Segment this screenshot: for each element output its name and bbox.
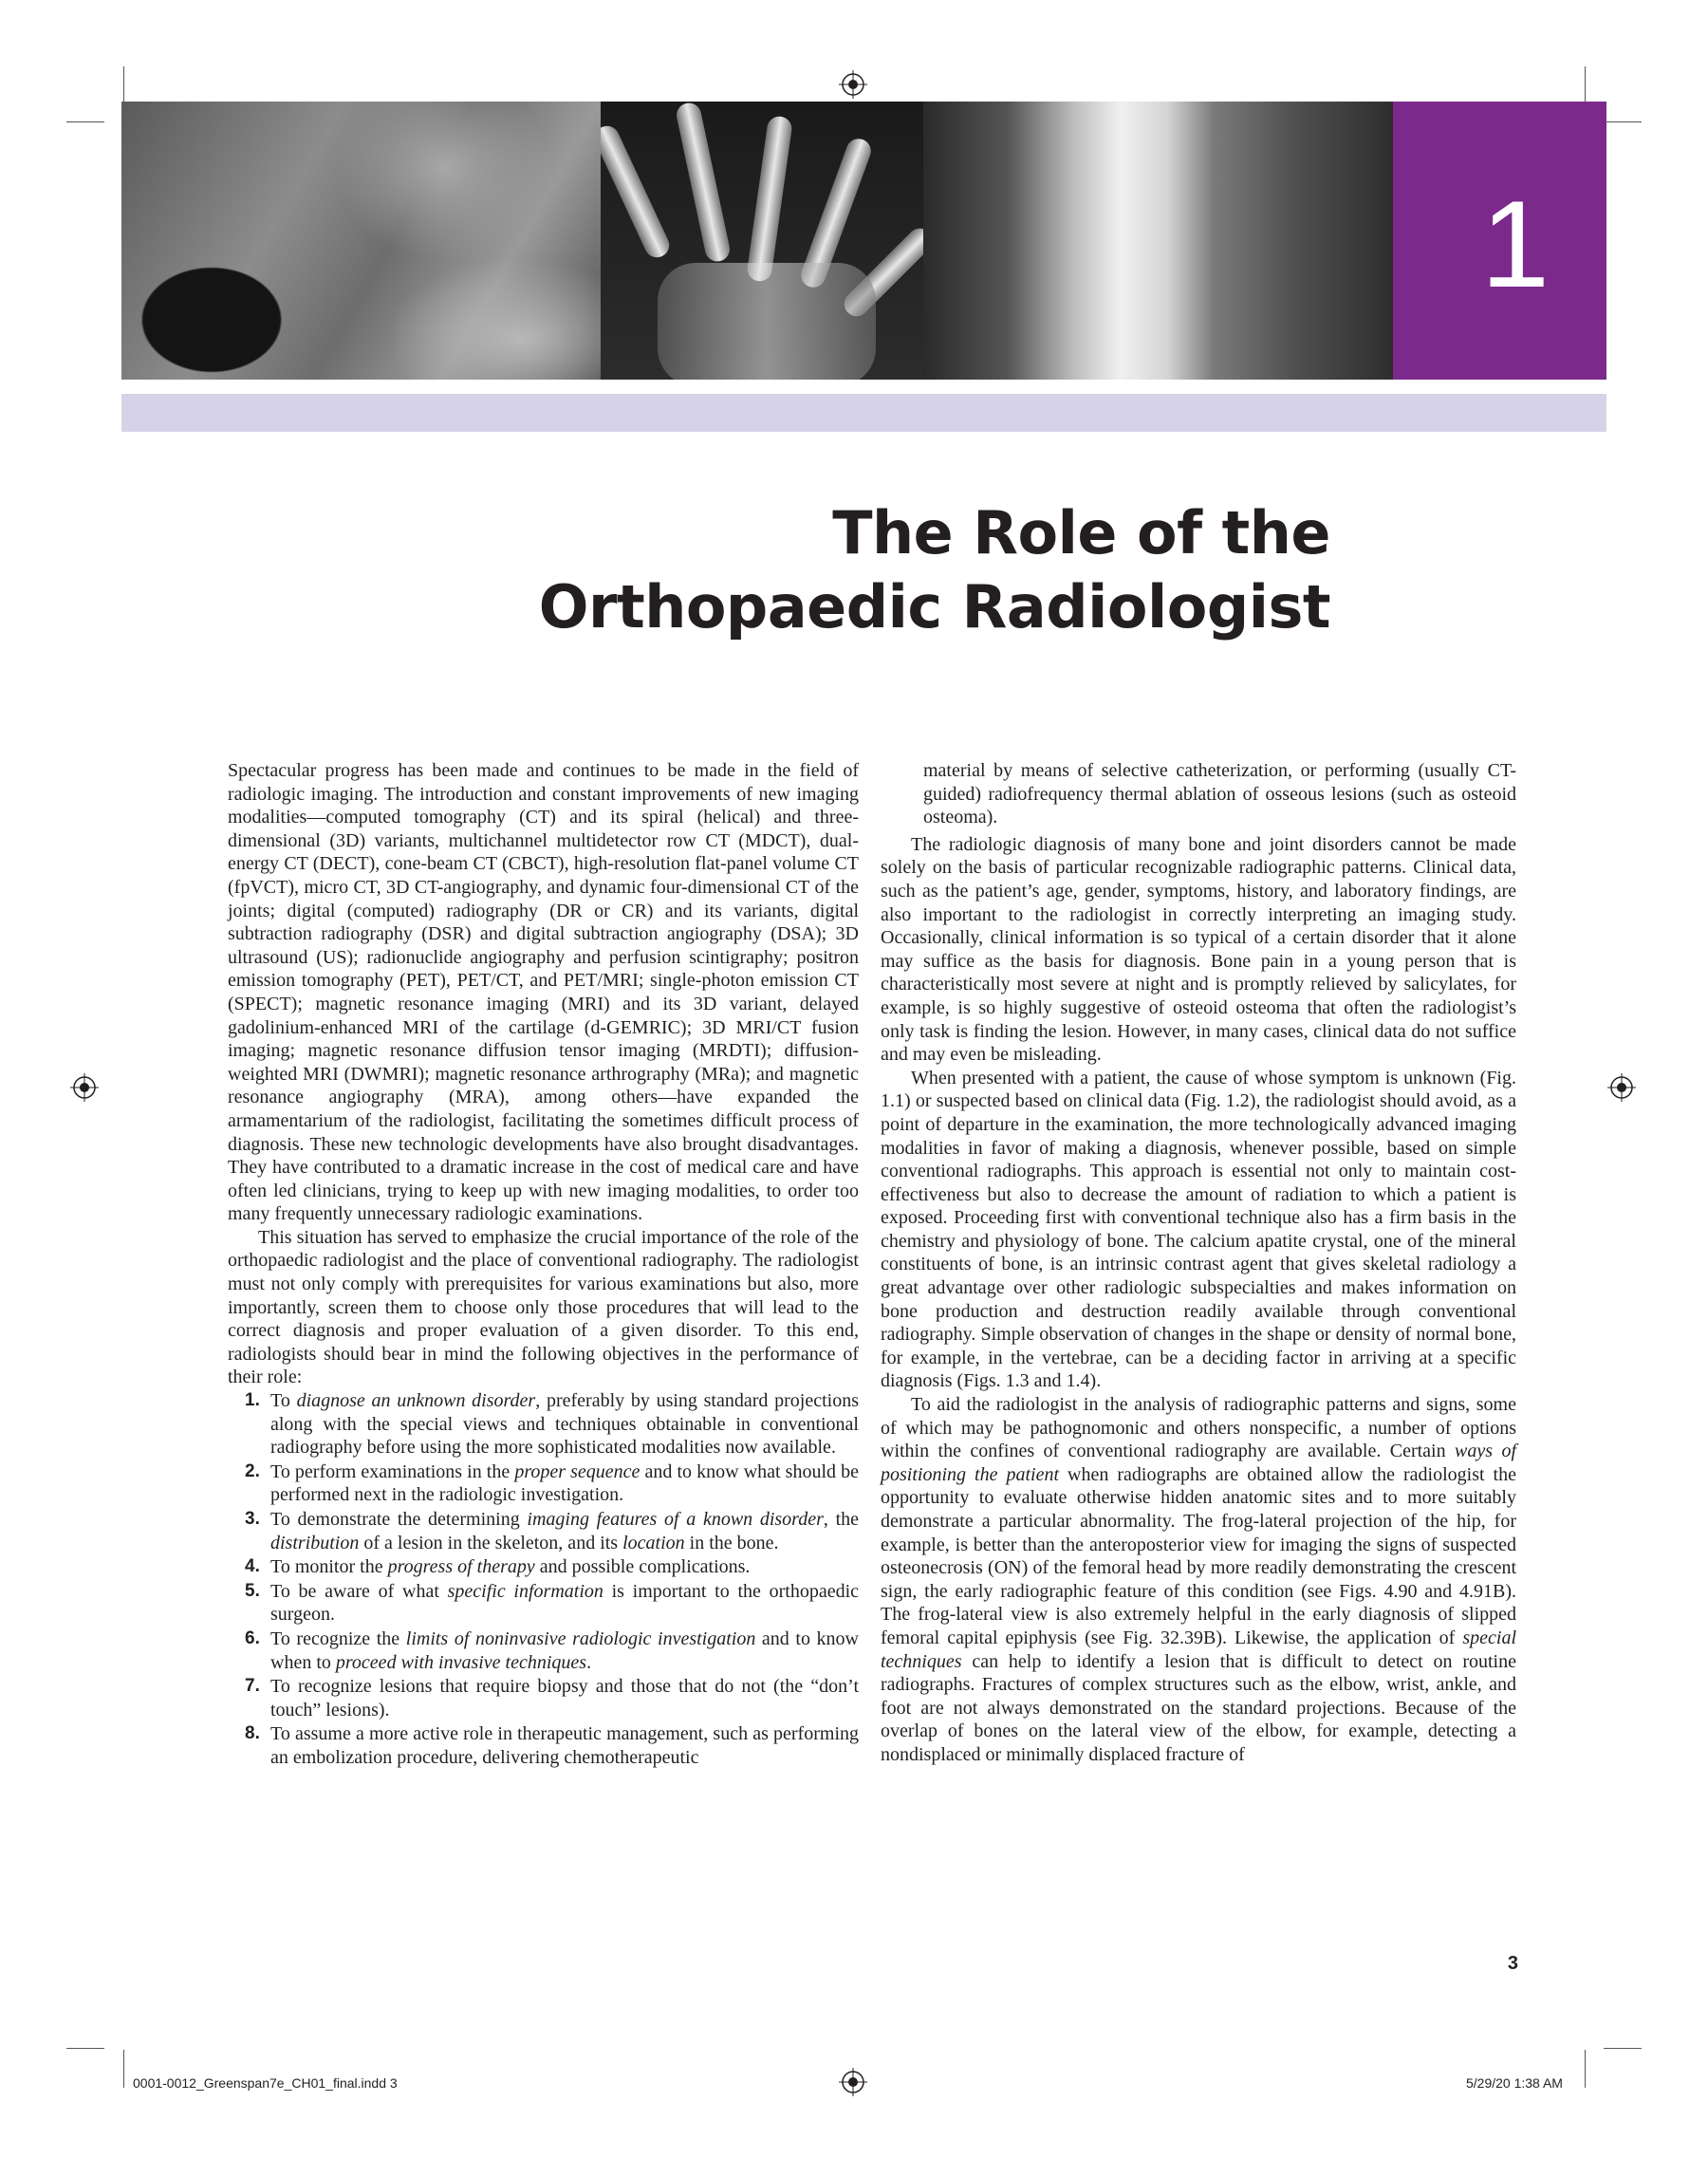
print-slug-filename: 0001-0012_Greenspan7e_CH01_final.indd 3 xyxy=(133,2075,398,2091)
list-item-number: 7. xyxy=(245,1676,260,1697)
chapter-title xyxy=(381,496,1330,644)
registration-mark-icon xyxy=(70,1073,99,1102)
list-item-text: To be aware of what xyxy=(270,1580,448,1602)
body-column-right xyxy=(881,759,1516,1767)
chapter-number-box xyxy=(1393,102,1606,380)
paragraph-emphasis: ways of positioning the patient xyxy=(881,1441,1516,1485)
xray-image-long-bone xyxy=(923,102,1393,380)
list-item-emphasis: distribution xyxy=(270,1532,360,1553)
list-item-text: To monitor the xyxy=(270,1556,388,1578)
list-item-emphasis: limits of noninvasive radiologic investigation xyxy=(405,1627,756,1649)
list-item xyxy=(228,1460,859,1507)
body-column-left xyxy=(228,759,859,1771)
list-item xyxy=(228,1675,859,1721)
list-item-emphasis: progress of therapy xyxy=(387,1556,535,1578)
list-item xyxy=(228,1508,859,1554)
paragraph-emphasis: special techniques xyxy=(881,1627,1516,1672)
list-item-text: and possible complications. xyxy=(534,1556,751,1578)
list-item-continuation: material by means of selective catheterization, or performing (usually CT-guided) radiofrequency thermal ablation of osseous lesions (such as osteoid osteoma). xyxy=(923,760,1516,828)
chapter-banner xyxy=(121,102,1606,380)
objectives-list xyxy=(228,1389,859,1770)
crop-mark xyxy=(66,121,104,122)
xray-finger-bone xyxy=(601,122,673,262)
paragraph-text: To aid the radiologist in the analysis of radiographic patterns and signs, some of which may be pathognomonic and others nonspecific, a number of options within the confines of conventional radiography are available. Certain xyxy=(881,1394,1516,1462)
crop-mark xyxy=(123,2050,124,2088)
crop-mark xyxy=(1604,2048,1642,2049)
list-item xyxy=(228,1389,859,1460)
paragraph: This situation has served to emphasize the crucial importance of the role of the orthopaedic radiologist and the place of conventional radiography. The radiologist must not only comply with prerequisites for various examinations but also, more importantly, screen them to choose only those procedures that will lead to the correct diagnosis and proper evaluation of a given disorder. To this end, radiologists should bear in mind the following objectives in the performance of their role: xyxy=(228,1226,859,1388)
list-item-text: and to know what should be performed next in the radiologic investigation. xyxy=(270,1460,859,1506)
chapter-title-line-2: Orthopaedic Radiologist xyxy=(538,572,1330,642)
page-number: 3 xyxy=(1507,1953,1518,1974)
list-item-text: To recognize the xyxy=(270,1627,406,1649)
list-item xyxy=(228,1580,859,1627)
list-item-text: in the bone. xyxy=(684,1532,779,1553)
list-item-text: To assume a more active role in therapeutic management, such as performing an embolization procedure, delivering chemotherapeutic xyxy=(270,1723,859,1768)
list-item xyxy=(228,1555,859,1579)
paragraph xyxy=(881,1393,1516,1767)
xray-palm xyxy=(658,263,876,380)
list-item-emphasis: proper sequence xyxy=(514,1460,640,1482)
list-item-emphasis: location xyxy=(622,1532,685,1553)
chapter-title-line-1: The Role of the xyxy=(832,498,1330,567)
list-item-emphasis: diagnose an unknown disorder xyxy=(296,1390,536,1412)
crop-mark xyxy=(66,2048,104,2049)
list-item-text: , the xyxy=(823,1509,860,1530)
list-item xyxy=(228,1722,859,1769)
xray-image-hand xyxy=(601,102,923,380)
list-item xyxy=(228,1627,859,1674)
xray-image-pelvis xyxy=(121,102,601,380)
list-item-text: and to know when to xyxy=(270,1627,859,1673)
list-item-emphasis: specific information xyxy=(447,1580,603,1602)
xray-finger-bone xyxy=(746,115,793,283)
list-item-number: 1. xyxy=(245,1390,260,1411)
list-item-number: 5. xyxy=(245,1580,260,1601)
paragraph: Spectacular progress has been made and continues to be made in the field of radiologic imaging. The introduction and constant improvements of new imaging modalities—computed tomography (CT) and its spiral (helical) and three-dimensional (3D) variants, multichannel multidetector row CT (MDCT), dual-energy CT (DECT), cone-beam CT (CBCT), high-resolution flat-panel volume CT (fpVCT), micro CT, 3D CT-angiography, and dynamic four-dimensional CT of the joints; digital (computed) radiography (DR or CR) and its variants, digital subtraction radiography (DSR) and digital subtraction angiography (DSA); 3D ultrasound (US); radionuclide angiography and perfusion scintigraphy; positron emission tomography (PET), PET/CT, and PET/MRI; single-photon emission CT (SPECT); magnetic resonance imaging (MRI) and its 3D variant, delayed gadolinium-enhanced MRI of the cartilage (d-GEMRIC); 3D MRI/CT fusion imaging; magnetic resonance diffusion tensor imaging (MRDTI); diffusion-weighted MRI (DWMRI); magnetic resonance arthrography (MRa); and magnetic resonance angiography (MRA), among others—have expanded the armamentarium of the radiologist, facilitating the sometimes difficult process of diagnosis. These new technologic developments have also brought disadvantages. They have contributed to a dramatic increase in the cost of medical care and have often led clinicians, trying to keep up with new imaging modalities, to order too many frequently unnecessary radiologic examinations. xyxy=(228,760,859,1225)
list-item-text: . xyxy=(586,1651,592,1673)
paragraph: When presented with a patient, the cause of whose symptom is unknown (Fig. 1.1) or suspected based on clinical data (Fig. 1.2), the radiologist should avoid, as a point of departure in the examination, the more technologically advanced imaging modalities in favor of making a diagnosis, whenever possible, based on simple conventional radiographs. This approach is essential not only to maintain cost-effectiveness but also to decrease the amount of radiation to which a patient is exposed. Proceeding first with conventional technique also has a firm basis in the chemistry and physiology of bone. The calcium apatite crystal, one of the mineral constituents of bone, is an intrinsic contrast agent that gives skeletal radiology a great advantage over other radiologic subspecialties and makes information on bone production and destruction readily available through conventional radiography. Simple observation of changes in the shape or density of normal bone, for example, in the vertebrae, can be a deciding factor in arriving at a specific diagnosis (Figs. 1.3 and 1.4). xyxy=(881,1067,1516,1392)
list-item-text: is important to the orthopaedic surgeon. xyxy=(270,1580,860,1626)
list-item-emphasis: proceed with invasive techniques xyxy=(335,1651,587,1673)
registration-mark-icon xyxy=(839,70,867,99)
paragraph-text: can help to identify a lesion that is difficult to detect on routine radiographs. Fractures of complex structures such as the elbow, wrist, ankle, and foot are not always demonstrated on the standard projections. Because of the overlap of bones on the lateral view of the elbow, for example, detecting a nondisplaced or minimally displaced fracture of xyxy=(881,1650,1516,1765)
list-item-number: 6. xyxy=(245,1627,260,1648)
chapter-number: 1 xyxy=(1480,175,1550,313)
list-item-text: of a lesion in the skeleton, and its xyxy=(359,1532,623,1553)
crop-mark xyxy=(1585,2050,1586,2088)
list-item-text: , preferably by using standard projections along with the special views and techniques obtainable in conventional radiography before using the more sophisticated modalities now available. xyxy=(270,1390,860,1459)
list-item-number: 2. xyxy=(245,1460,260,1481)
list-item-text: To demonstrate the determining xyxy=(270,1509,528,1530)
list-item-text: To recognize lesions that require biopsy and those that do not (the “don’t touch” lesions). xyxy=(270,1676,859,1720)
registration-mark-icon xyxy=(839,2068,867,2096)
list-item-number: 3. xyxy=(245,1509,260,1529)
list-item-number: 4. xyxy=(245,1556,260,1577)
header-rule-bar xyxy=(121,394,1606,432)
crop-mark xyxy=(123,66,124,104)
crop-mark xyxy=(1585,66,1586,104)
crop-mark xyxy=(1604,121,1642,122)
list-item-text: To xyxy=(270,1390,297,1412)
paragraph-text: when radiographs are obtained allow the radiologist the opportunity to evaluate otherwise hidden anatomic sites and to more suitably demonstrate a particular abnormality. The frog-lateral projection of the hip, for example, is better than the anteroposterior view for imaging the signs of suspected osteonecrosis (ON) of the femoral head by more readily demonstrating the crescent sign, the early radiographic feature of this condition (see Figs. 4.90 and 4.91B). The frog-lateral view is also extremely helpful in the early diagnosis of slipped femoral capital epiphysis (see Fig. 32.39B). Likewise, the application of xyxy=(881,1463,1516,1648)
paragraph: The radiologic diagnosis of many bone and joint disorders cannot be made solely on the basis of particular recognizable radiographic patterns. Clinical data, such as the patient’s age, gender, symptoms, history, and laboratory findings, are also important to the radiologist in correctly interpreting an imaging study. Occasionally, clinical information is so typical of a certain disorder that it alone may suffice as the basis for diagnosis. Bone pain in a young person that is characteristically most severe at night and is promptly relieved by salicylates, for example, is so highly suggestive of osteoid osteoma that often the radiologist’s only task is finding the lesion. However, in many cases, clinical data do not suffice and may even be misleading. xyxy=(881,833,1516,1066)
list-item-text: To perform examinations in the xyxy=(270,1460,515,1482)
list-item-number: 8. xyxy=(245,1723,260,1744)
registration-mark-icon xyxy=(1607,1073,1636,1102)
print-slug-date: 5/29/20 1:38 AM xyxy=(1466,2075,1563,2091)
list-item-emphasis: imaging features of a known disorder xyxy=(527,1509,824,1530)
xray-finger-bone xyxy=(675,102,733,264)
